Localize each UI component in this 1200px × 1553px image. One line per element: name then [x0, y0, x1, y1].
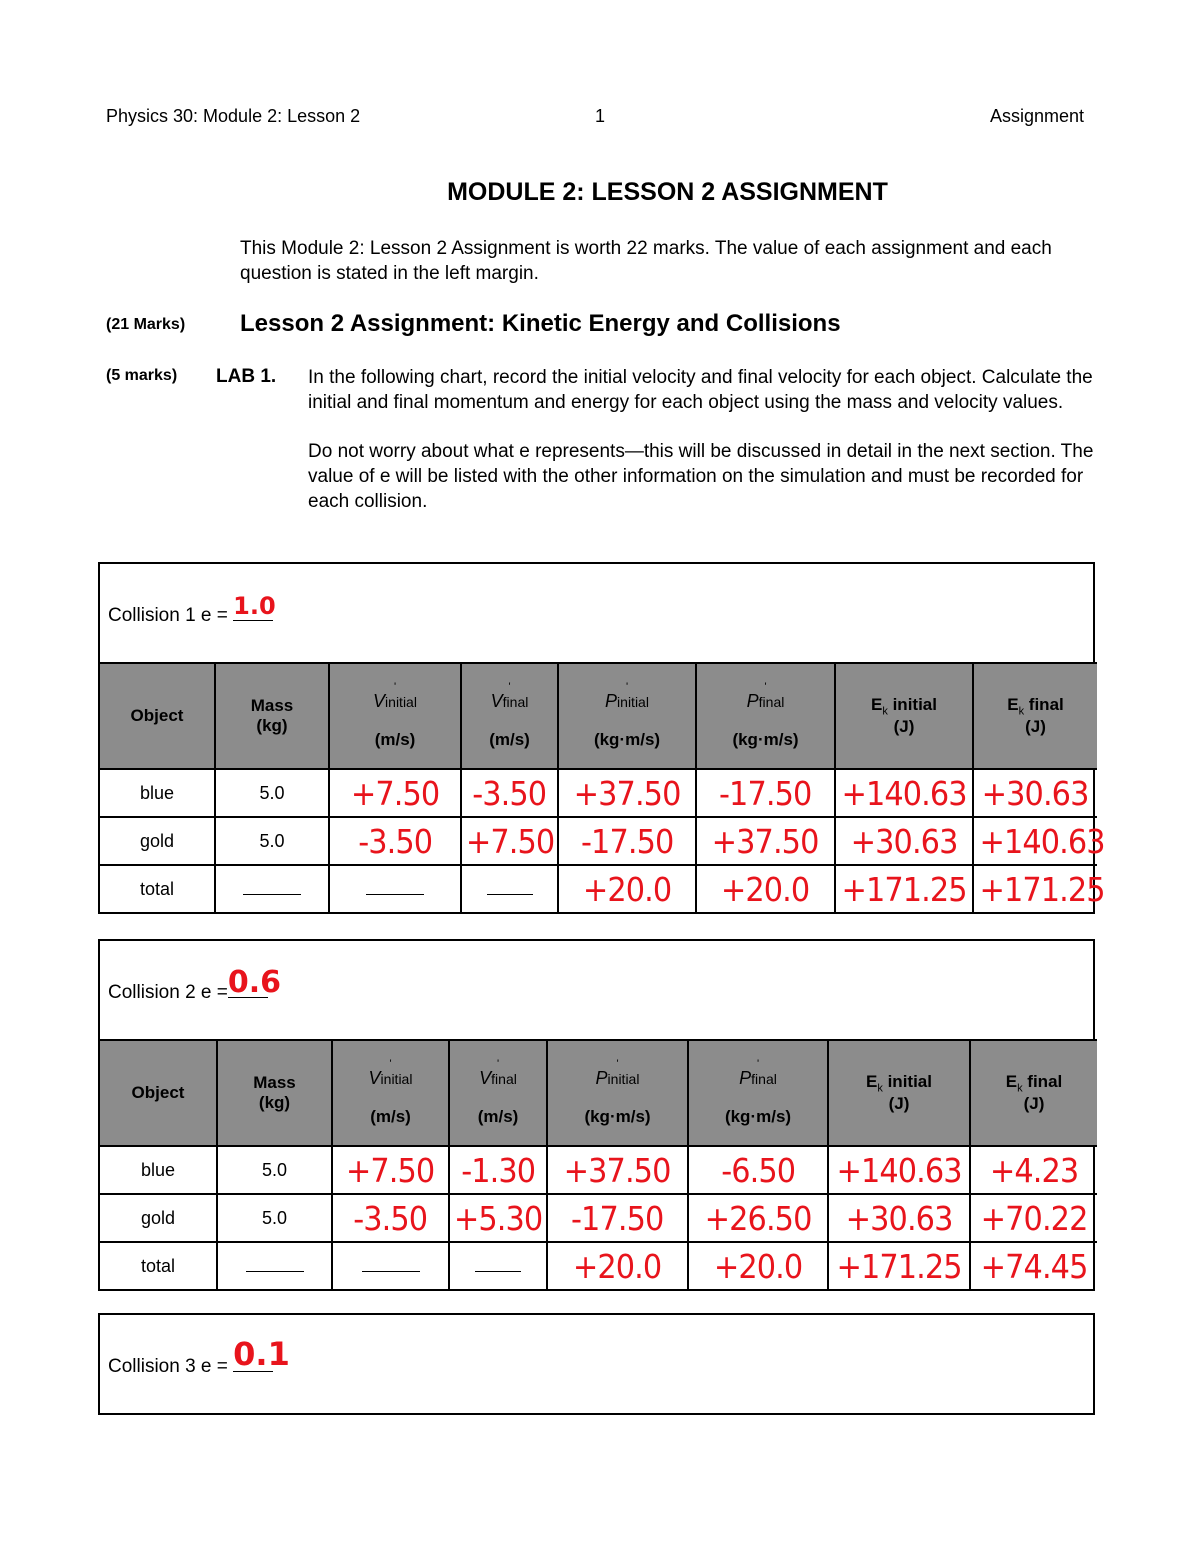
table-row-total: [100, 865, 1097, 912]
header-v-initial: ' Vinitial (m/s): [332, 1040, 449, 1146]
collision-2-header: [100, 941, 1093, 1039]
cell-ek-initial[interactable]: +30.63: [828, 1194, 970, 1242]
cell-p-final[interactable]: +20.0: [696, 865, 835, 912]
table-row-total: [100, 1242, 1097, 1289]
collision-1-e-value: 1.0: [233, 592, 276, 620]
page-title: MODULE 2: LESSON 2 ASSIGNMENT: [447, 178, 888, 206]
intro-paragraph: This Module 2: Lesson 2 Assignment is worth 22 marks. The value of each assignment and each question is stated in the left margin.: [240, 238, 1052, 284]
header-p-final: ' Pfinal (kg·m/s): [688, 1040, 828, 1146]
cell-v-final[interactable]: +7.50: [461, 817, 558, 865]
cell-object: blue: [100, 769, 215, 817]
cell-object: total: [100, 1242, 217, 1289]
collision-2-label: Collision 2 e = 0.6: [108, 965, 282, 1003]
lab-marks: (5 marks): [106, 367, 178, 384]
cell-v-final-blank: [461, 865, 558, 912]
cell-v-initial-blank: [329, 865, 461, 912]
cell-v-initial[interactable]: +7.50: [329, 769, 461, 817]
cell-p-initial[interactable]: -17.50: [558, 817, 696, 865]
cell-p-initial[interactable]: +20.0: [558, 865, 696, 912]
header-p-initial: ' Pinitial (kg·m/s): [547, 1040, 688, 1146]
header-ek-final: $E_k$ final (J): [973, 663, 1097, 769]
cell-p-initial[interactable]: -17.50: [547, 1194, 688, 1242]
cell-v-initial[interactable]: +7.50: [332, 1146, 449, 1194]
cell-mass-blank: [215, 865, 329, 912]
cell-ek-final[interactable]: +30.63: [973, 769, 1097, 817]
cell-ek-initial[interactable]: +140.63: [828, 1146, 970, 1194]
collision-1-e-field[interactable]: [233, 592, 276, 621]
header-object: Object: [100, 1040, 217, 1146]
table-header-row: [100, 663, 1097, 769]
lab-label: LAB 1.: [216, 366, 277, 387]
section-marks: (21 Marks): [106, 316, 186, 333]
cell-mass: 5.0: [215, 817, 329, 865]
table-header-row: [100, 1040, 1097, 1146]
cell-mass: 5.0: [217, 1194, 332, 1242]
cell-ek-final[interactable]: +4.23: [970, 1146, 1097, 1194]
lab-paragraph-2: Do not worry about what e represents—this will be discussed in detail in the next section. The value of e will be listed with the other information on the simulation and must be recorded for each collision.: [308, 441, 1094, 512]
cell-ek-final[interactable]: +74.45: [970, 1242, 1097, 1289]
header-v-final: ' Vfinal (m/s): [461, 663, 558, 769]
lab-paragraph-1: In the following chart, record the initial velocity and final velocity for each object. Calculate the initial and final momentum and energy for each object using the mass and velocity values.: [308, 367, 1093, 413]
cell-ek-initial[interactable]: +140.63: [835, 769, 973, 817]
header-object: Object: [100, 663, 215, 769]
page-number: 1: [595, 106, 606, 126]
cell-ek-final[interactable]: +140.63: [973, 817, 1097, 865]
page-header-right: Assignment: [990, 106, 1085, 126]
table-row-blue: [100, 1146, 1097, 1194]
cell-object: blue: [100, 1146, 217, 1194]
cell-p-initial[interactable]: +20.0: [547, 1242, 688, 1289]
collision-2-e-value: 0.6: [227, 965, 282, 1000]
collision-3-label: Collision 3 e = 0.1: [108, 1335, 290, 1377]
cell-ek-final[interactable]: +171.25: [973, 865, 1097, 912]
section-title: Lesson 2 Assignment: Kinetic Energy and Collisions: [240, 310, 841, 337]
table-row-gold: [100, 1194, 1097, 1242]
collision-3-e-value: 0.1: [233, 1335, 290, 1373]
header-mass: Mass (kg): [215, 663, 329, 769]
collision-1-header: [100, 564, 1093, 662]
cell-p-final[interactable]: -17.50: [696, 769, 835, 817]
cell-object: total: [100, 865, 215, 912]
header-mass: Mass (kg): [217, 1040, 332, 1146]
collision-1-table: [100, 662, 1105, 912]
collision-2-block: [98, 939, 1095, 1291]
cell-p-final[interactable]: +20.0: [688, 1242, 828, 1289]
cell-p-final[interactable]: +26.50: [688, 1194, 828, 1242]
collision-3-block: [98, 1313, 1095, 1415]
header-p-final: ' Pfinal (kg·m/s): [696, 663, 835, 769]
cell-object: gold: [100, 817, 215, 865]
table-row-gold: [100, 817, 1097, 865]
cell-v-initial[interactable]: -3.50: [332, 1194, 449, 1242]
header-ek-initial: $E_k$ initial (J): [828, 1040, 970, 1146]
header-ek-initial: $E_k$ initial (J): [835, 663, 973, 769]
collision-1-block: [98, 562, 1105, 914]
collision-2-e-field[interactable]: [227, 965, 282, 1000]
cell-mass-blank: [217, 1242, 332, 1289]
header-v-initial: ' Vinitial (m/s): [329, 663, 461, 769]
header-ek-final: $E_k$ final (J): [970, 1040, 1097, 1146]
collision-1-label: Collision 1 e = 1.0: [108, 592, 276, 626]
header-p-initial: ' Pinitial (kg·m/s): [558, 663, 696, 769]
collision-2-table: [100, 1039, 1097, 1289]
table-row-blue: [100, 769, 1097, 817]
cell-object: gold: [100, 1194, 217, 1242]
collision-3-header: [100, 1315, 1093, 1413]
cell-v-final[interactable]: -1.30: [449, 1146, 547, 1194]
cell-ek-initial[interactable]: +171.25: [828, 1242, 970, 1289]
cell-p-final[interactable]: -6.50: [688, 1146, 828, 1194]
cell-v-final[interactable]: -3.50: [461, 769, 558, 817]
page-header-left: Physics 30: Module 2: Lesson 2: [106, 106, 361, 126]
cell-mass: 5.0: [217, 1146, 332, 1194]
cell-p-final[interactable]: +37.50: [696, 817, 835, 865]
cell-ek-initial[interactable]: +30.63: [835, 817, 973, 865]
cell-mass: 5.0: [215, 769, 329, 817]
cell-v-initial[interactable]: -3.50: [329, 817, 461, 865]
cell-v-final[interactable]: +5.30: [449, 1194, 547, 1242]
cell-v-final-blank: [449, 1242, 547, 1289]
cell-p-initial[interactable]: +37.50: [547, 1146, 688, 1194]
cell-p-initial[interactable]: +37.50: [558, 769, 696, 817]
cell-v-initial-blank: [332, 1242, 449, 1289]
lab-instructions: [308, 365, 1098, 538]
cell-ek-initial[interactable]: +171.25: [835, 865, 973, 912]
collision-3-e-field[interactable]: [233, 1335, 290, 1373]
cell-ek-final[interactable]: +70.22: [970, 1194, 1097, 1242]
header-v-final: ' Vfinal (m/s): [449, 1040, 547, 1146]
